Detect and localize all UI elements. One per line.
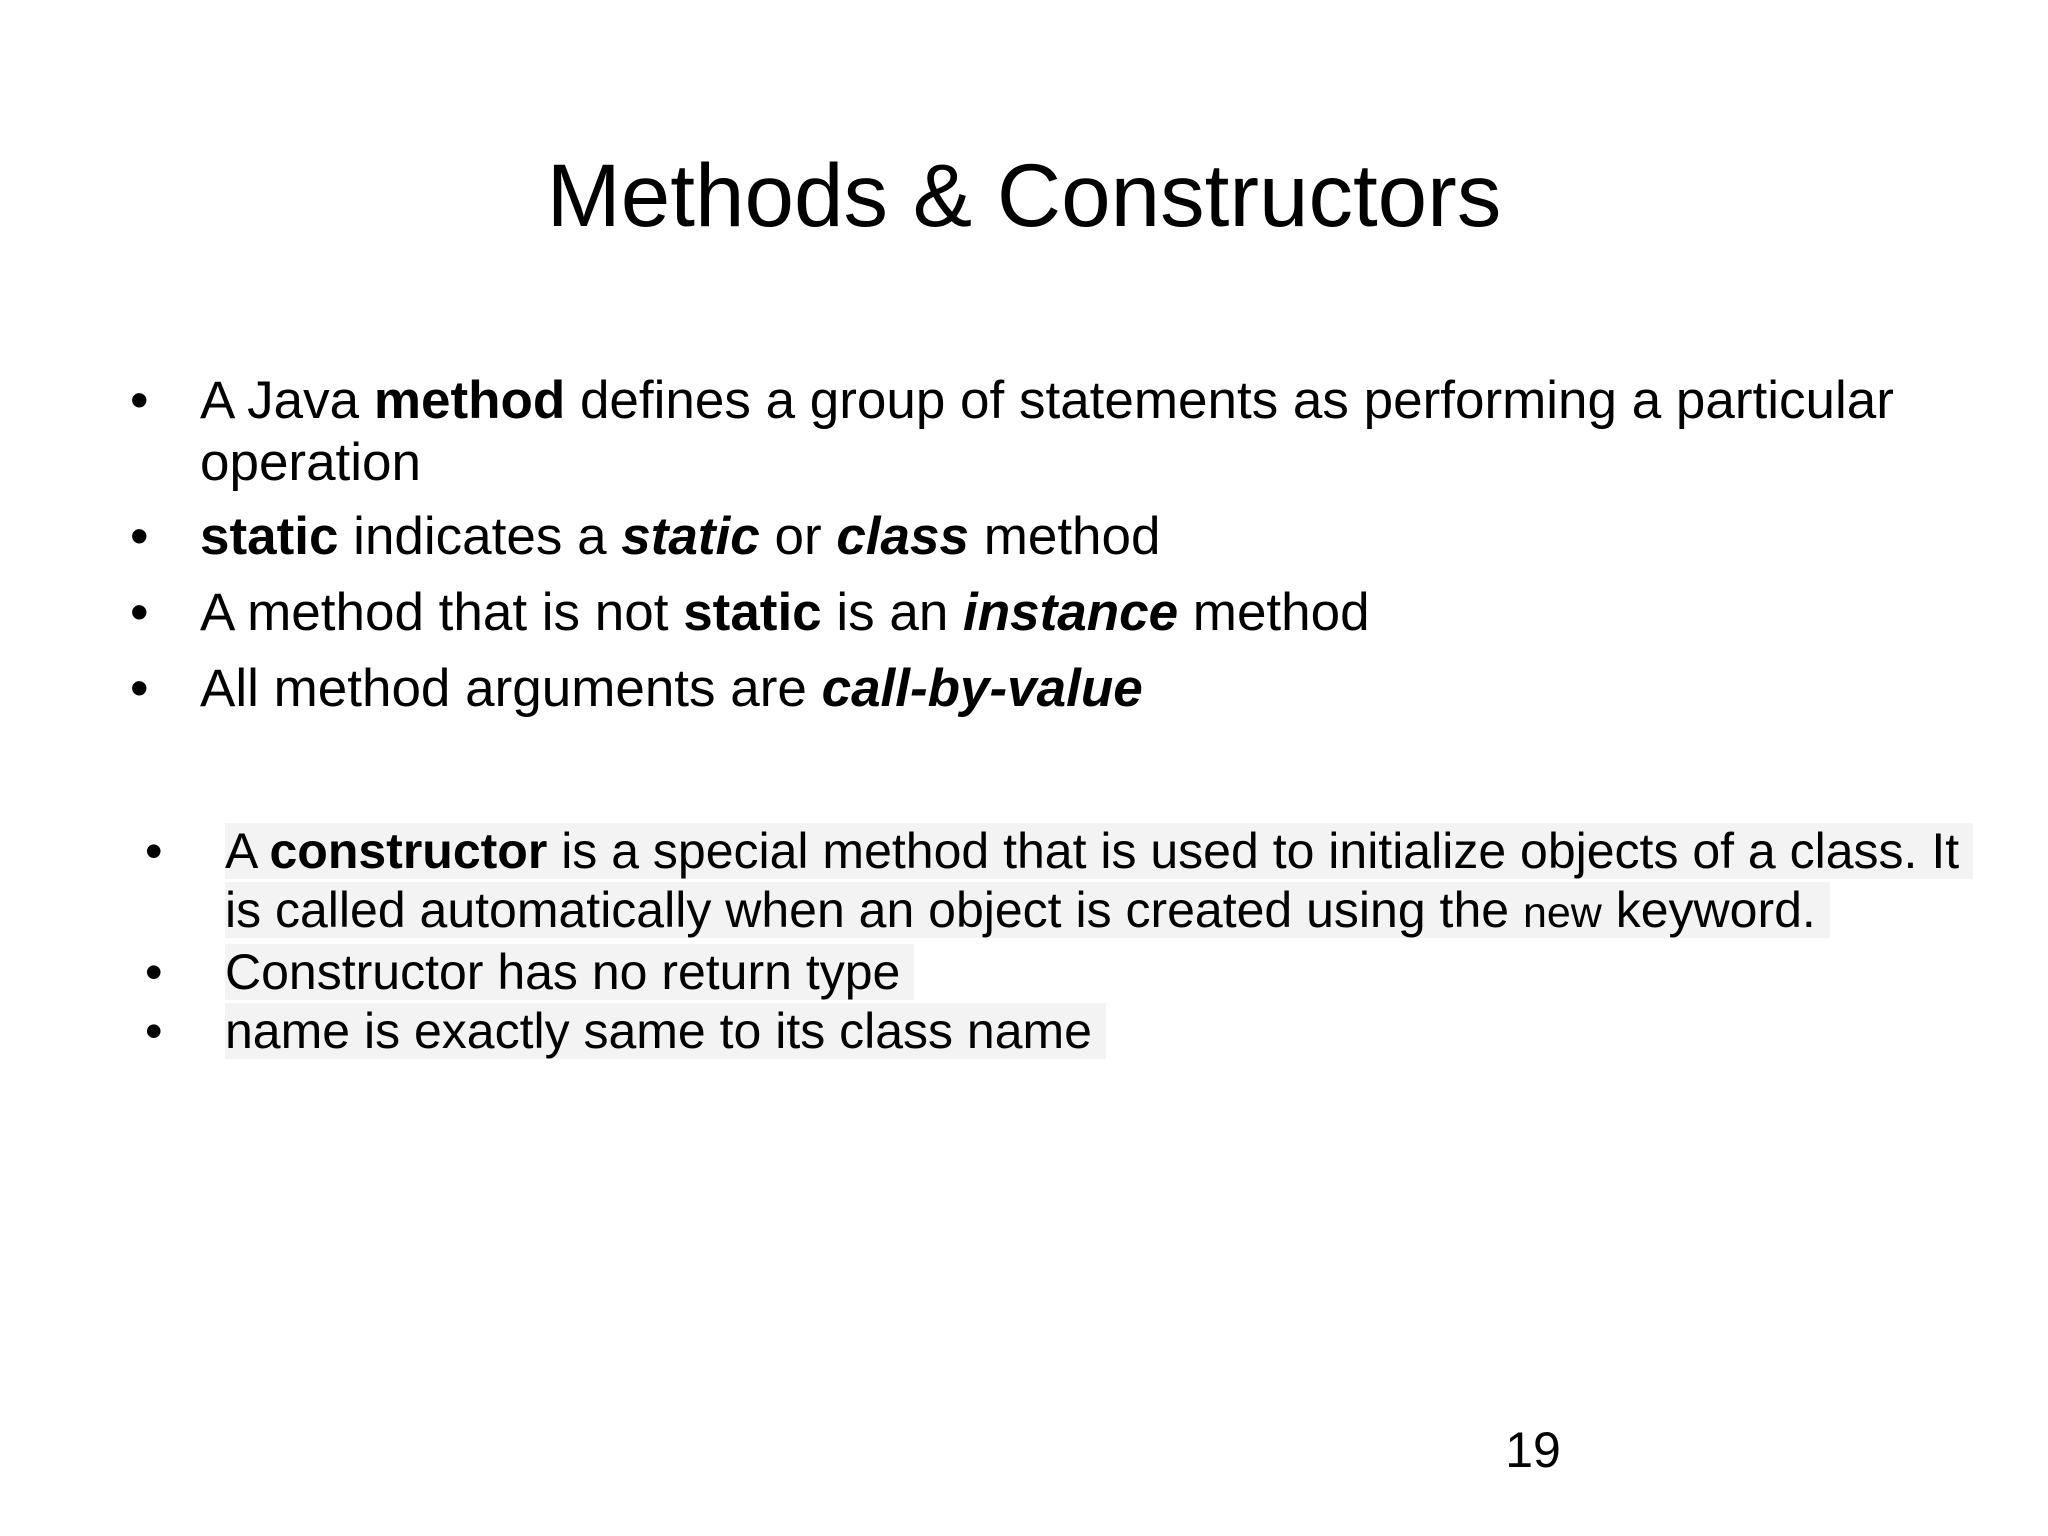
- bullet-icon: •: [145, 944, 163, 1000]
- bullet-icon: •: [130, 659, 149, 718]
- bullet-text: A Java method defines a group of statements as performing a particular operation: [200, 371, 1894, 492]
- bullet-text: A constructor is a special method that is used to initialize objects of a class. It is called automatically when an object is created using the new keyword.: [225, 823, 1973, 938]
- bullet-icon: •: [130, 507, 149, 566]
- list-item: [145, 822, 1965, 943]
- bullet-text: name is exactly same to its class name: [225, 1003, 1106, 1059]
- bullet-icon: •: [130, 583, 149, 642]
- bullet-icon: •: [130, 371, 149, 430]
- slide-title: Methods & Constructors: [546, 145, 1502, 245]
- list-item: [130, 658, 1910, 720]
- list-item: [130, 370, 1910, 494]
- bullet-icon: •: [145, 1003, 163, 1059]
- bullet-text: Constructor has no return type: [225, 944, 914, 1000]
- bullet-text: static indicates a static or class method: [200, 507, 1161, 566]
- list-item: [130, 506, 1910, 568]
- bullet-text: All method arguments are call-by-value: [200, 659, 1143, 718]
- list-item: [145, 943, 1965, 1002]
- list-item: [130, 582, 1910, 644]
- page-number: 19: [1505, 1422, 1561, 1478]
- methods-bullet-list: [130, 370, 1910, 734]
- list-item: [145, 1002, 1965, 1061]
- constructor-bullet-list: [145, 822, 1965, 1061]
- bullet-icon: •: [145, 823, 163, 879]
- bullet-text: A method that is not static is an instance method: [200, 583, 1370, 642]
